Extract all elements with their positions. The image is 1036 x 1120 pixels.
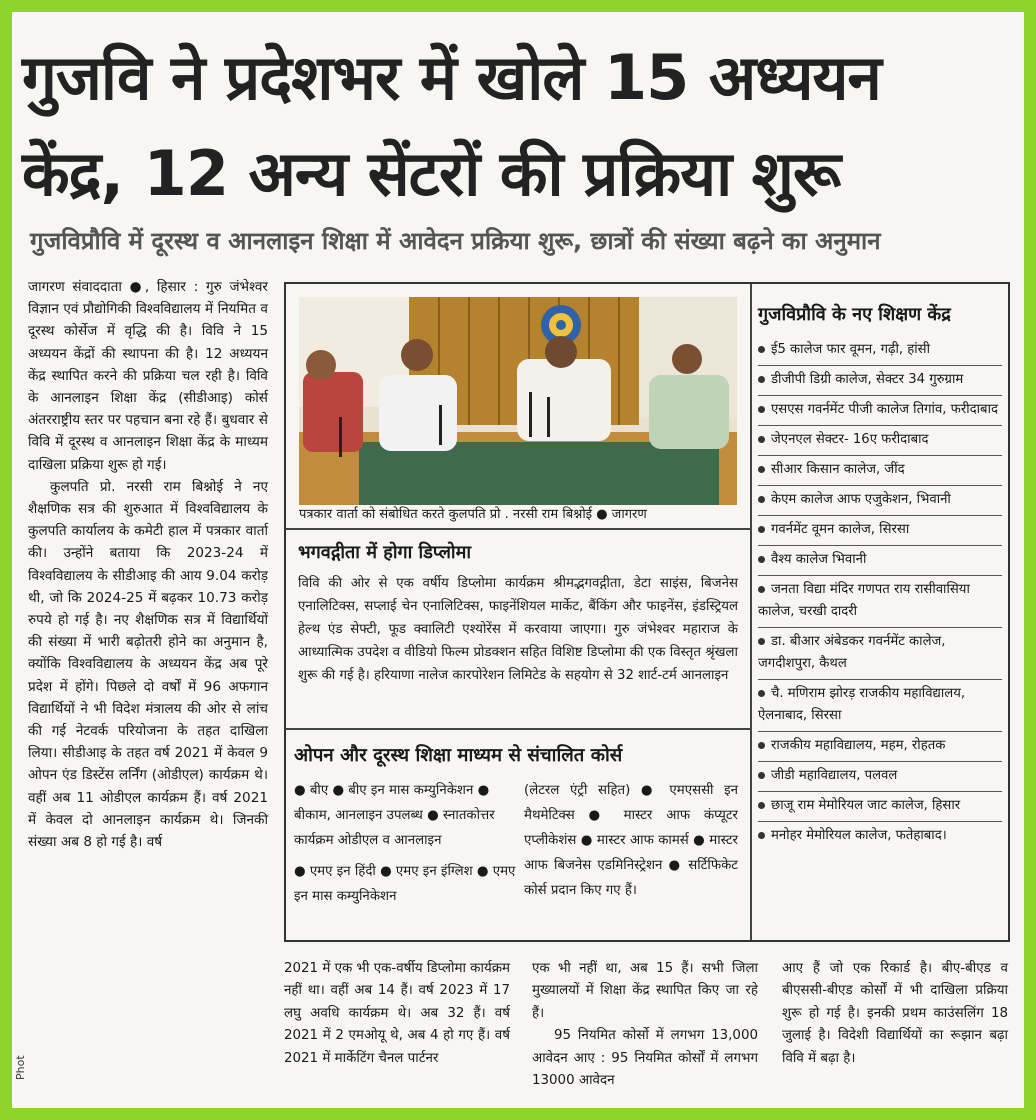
bullet-icon (758, 466, 765, 473)
list-item: छाजू राम मेमोरियल जाट कालेज, हिसार (758, 792, 1002, 822)
list-item: जेएनएल सेक्टर- 16ए फरीदाबाद (758, 426, 1002, 456)
article-paragraph: जागरण संवाददाता ●, हिसार : गुरु जंभेश्वर विज्ञान एवं प्रौद्योगिकी विश्वविद्यालय में नियमित व दूरस्थ कोर्सेज में वृद्धि की है। विवि ने 15 अध्ययन केंद्रों की स्थापना की है। 12 अध्ययन केंद्र स्थापित करने की प्रक्रिया चल रही है। विवि के आनलाइन शिक्षा केंद्र (सीडीआइ) कोर्स अंतरराष्ट्रीय स्तर पर पहचान बना रहे हैं। बुधवार से विवि में दूरस्थ व आनलाइन शिक्षा केंद्र के माध्यम दाखिला प्रक्रिया शुरू हो गई। (28, 279, 268, 473)
list-item: वैश्य कालेज भिवानी (758, 546, 1002, 576)
bullet-icon (758, 436, 765, 443)
press-conference-photo (299, 297, 737, 505)
list-item: मनोहर मेमोरियल कालेज, फतेहाबाद। (758, 822, 1002, 851)
feature-box (284, 282, 1010, 942)
centers-heading: गुजविप्रौवि के नए शिक्षण केंद्र (758, 304, 951, 325)
headline-line-1: गुजवि ने प्रदेशभर में खोले 15 अध्ययन (22, 41, 881, 114)
bullet-icon (758, 406, 765, 413)
gita-diploma-text: विवि की ओर से एक वर्षीय डिप्लोमा कार्यक्रम श्रीमद्भगवद्गीता, डेटा साइंस, बिजनेस एनालिटिक्स, सप्लाई चेन एनालिटिक्स, फाइनेंशियल मार्केट, बैंकिंग और फाइनेंस, इंडस्ट्रियल हेल्थ एंड सेफ्टी, फूड क्वालिटी एश्योरेंस में करवाया जाएगा। गुरु जंभेश्वर महाराज के आध्यात्मिक उपदेश व वीडियो फिल्म प्रोडक्शन सहित विशिष्ट डिप्लोमा की एक विस्तृत श्रृंखला शुरू की गई है। हरियाणा नालेज कारपोरेशन लिमिटेड के सहयोग से 32 शार्ट-टर्म आनलाइन (298, 576, 738, 683)
bullet-icon (758, 742, 765, 749)
list-item: डीजीपी डिग्री कालेज, सेक्टर 34 गुरुग्राम (758, 366, 1002, 396)
courses-heading: ओपन और दूरस्थ शिक्षा माध्यम से संचालित कोर्स (294, 745, 623, 766)
divider (286, 728, 750, 730)
headline (22, 30, 1012, 222)
margin-text: Phot (14, 1055, 27, 1080)
bullet-icon (758, 556, 765, 563)
bullet-icon (758, 346, 765, 353)
courses-list: ● बीए ● बीए इन मास कम्युनिकेशन ● बीकाम, आनलाइन उपलब्ध ● स्नातकोत्तर कार्यक्रम ओडीएल व आनलाइन (294, 783, 495, 848)
list-item: एसएस गवर्नमेंट पीजी कालेज तिगांव, फरीदाबाद (758, 396, 1002, 426)
divider (286, 528, 750, 530)
bullet-icon (758, 690, 765, 697)
centers-list (758, 336, 1002, 851)
courses-column-2: (लेटरल एंट्री सहित) ● एमएससी इन मैथमेटिक्स ● मास्टर आफ कंप्यूटर एप्लीकेशंस ● मास्टर आफ कामर्स ● मास्टर आफ बिजनेस एडमिनिस्ट्रेशन ● सर्टिफिकेट कोर्स प्रदान किए गए हैं। (524, 783, 738, 898)
left-article-column (28, 276, 268, 853)
bullet-icon (758, 376, 765, 383)
bullet-icon (758, 802, 765, 809)
bottom-column-3 (782, 958, 1008, 1070)
list-item: जनता विद्या मंदिर गणपत राय रासीवासिया कालेज, चरखी दादरी (758, 576, 1002, 628)
bottom-column-2 (532, 958, 758, 1092)
bullet-icon (758, 526, 765, 533)
article-paragraph: 95 नियमित कोर्सो में लगभग 13,000 आवेदन आए : 95 नियमित कोर्सों में लगभग 13000 आवेदन (532, 1028, 758, 1089)
bottom-column-1 (284, 958, 510, 1070)
bullet-icon (758, 832, 765, 839)
bullet-icon (758, 638, 765, 645)
list-item: जीडी महाविद्यालय, पलवल (758, 762, 1002, 792)
list-item: गवर्नमेंट वूमन कालेज, सिरसा (758, 516, 1002, 546)
gita-diploma-heading: भगवद्गीता में होगा डिप्लोमा (298, 542, 472, 563)
courses-list: ● एमए इन हिंदी ● एमए इन इंग्लिश ● एमए इन मास कम्युनिकेशन (294, 864, 516, 904)
article-paragraph: 2021 में एक भी एक-वर्षीय डिप्लोमा कार्यक्रम नहीं था। वहीं अब 14 हैं। वर्ष 2023 में 17 लघु अवधि कार्यक्रम थे। अब 32 हैं। वर्ष 2021 में 2 एमओयू थे, अब 4 हो गए हैं। वर्ष 2021 में मार्केटिंग चैनल पार्टनर (284, 961, 510, 1066)
divider (750, 284, 752, 940)
bullet-icon (758, 772, 765, 779)
subheadline: गुजविप्रौवि में दूरस्थ व आनलाइन शिक्षा में आवेदन प्रक्रिया शुरू, छात्रों की संख्या बढ़ने का अनुमान (30, 227, 881, 255)
article-paragraph: आए हैं जो एक रिकार्ड है। बीए-बीएड व बीएससी-बीएड कोर्सों में भी दाखिला प्रक्रिया शुरू हो गई है। इनकी प्रथम काउंसलिंग 18 जुलाई है। विदेशी विद्यार्थियों का रूझान बढ़ा विवि में बढ़ा है। (782, 961, 1008, 1066)
courses-column-1 (294, 778, 516, 909)
photo-caption: पत्रकार वार्ता को संबोधित करते कुलपति प्रो . नरसी राम बिश्नोई ● जागरण (299, 507, 647, 522)
list-item: केएम कालेज आफ एजुकेशन, भिवानी (758, 486, 1002, 516)
bullet-icon (758, 586, 765, 593)
list-item: सीआर किसान कालेज, जींद (758, 456, 1002, 486)
bullet-icon (758, 496, 765, 503)
article-paragraph: एक भी नहीं था, अब 15 हैं। सभी जिला मुख्यालयों में शिक्षा केंद्र स्थापित किए जा रहे हैं। (532, 961, 758, 1021)
headline-line-2: केंद्र, 12 अन्य सेंटरों की प्रक्रिया शुरू (22, 137, 841, 210)
list-item: ई5 कालेज फार वूमन, गढ़ी, हांसी (758, 336, 1002, 366)
list-item: डा. बीआर अंबेडकर गवर्नमेंट कालेज, जगदीशपुरा, कैथल (758, 628, 1002, 680)
list-item: चै. मणिराम झोरड़ राजकीय महाविद्यालय, ऐलनाबाद, सिरसा (758, 680, 1002, 732)
article-paragraph: कुलपति प्रो. नरसी राम बिश्नोई ने नए शैक्षणिक सत्र की शुरुआत में विश्वविद्यालय के कुलपति कार्यालय के कमेटी हाल में पत्रकार वार्ता की। उन्होंने बताया कि 2023-24 में विश्वविद्यालय के सीडीआइ की आय 9.04 करोड़ थी, जो कि 2024-25 में बढ़कर 10.73 करोड़ रुपये हो गई है। नए शैक्षणिक सत्र में विद्यार्थियों की संख्या में भारी बढ़ोतरी होने का अनुमान है, क्योंकि विश्वविद्यालय के अध्ययन केंद्र अब पूरे प्रदेश में होंगे। पिछले दो वर्षों में 96 अफगान विद्यार्थियों ने भी विदेश मंत्रालय की ओर से लांच की गई नेटवर्क परियोजना के तहत दाखिला लिया। सीडीआइ के तहत वर्ष 2021 में केवल 9 ओपन एंड डिस्टेंस लर्निंग (ओडीएल) कार्यक्रम थे। वहीं अब 11 ओडीएल कार्यक्रम हैं। वर्ष 2021 में केवल दो आनलाइन कार्यक्रम थे। जिनकी संख्या अब 8 हो गई है। वर्ष (28, 478, 268, 851)
photo-illustration (299, 297, 737, 505)
list-item: राजकीय महाविद्यालय, महम, रोहतक (758, 732, 1002, 762)
